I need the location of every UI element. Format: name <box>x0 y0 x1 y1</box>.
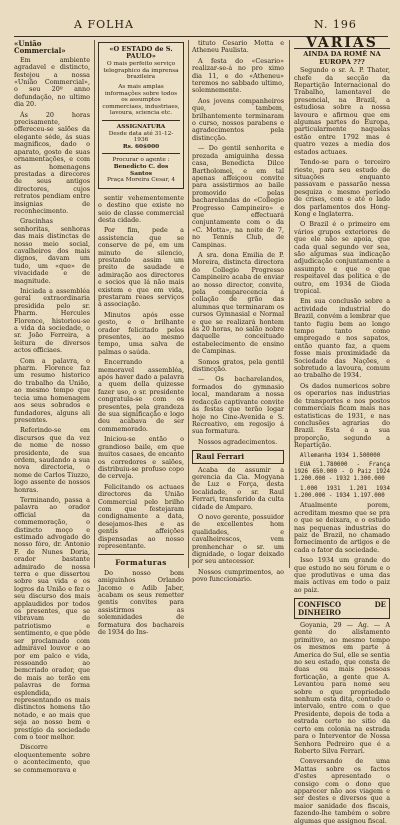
paragraph: Nossos cumprimentos, ao povo funccionario. <box>192 567 284 584</box>
paragraph: Encerrando a memoravel assembléa, após haver dado a palavra a quem della quizesse fazer uso, o sr. presidente congratula-se com os presentes, pela grandeza de sua significação e logo deu acabava de ser commemorado. <box>98 358 184 433</box>
paragraph: Gracinhas senhoritas, senhoras das mais distinctas de nosso meio social, cavalheiros dos mais dignos, davam um tudo, um «que» de vivacidade e de magnitude. <box>14 217 90 285</box>
paragraph: sentir vehementemente o destino que existe no seio de classe commercial desta cidade. <box>98 193 184 224</box>
paragraph: Iniciou-se então o grandioso baile, em que muitos casaes, de encanto os corredores e salões, distribuiu-se profuso copo de cerveja. <box>98 435 184 481</box>
paragraph: Iniciada a assembléa geral extraordinaria presidida pelo sr. Pharm. Hercules Florence, historiou-se a vida da sociedade, o sr. João Ferreira, a leitura de diversos actos officiaes. <box>14 287 90 355</box>
paragraph: Em sua conclusão sobre a actividade industrial do Brazil, convém a lembrar que tanto fugiu bem ao longo tempo tanto como empregado e nos sapatos, então quanto faz, a quem fosse mais proximidade da Sociedade das Nações, e sobretudo a lavoura, comum ao trabalho de 1934. <box>294 297 390 380</box>
column-3 <box>192 39 284 584</box>
statistics-line: EUA 1.780000 - França 1926 650.000 - O Paiz 1924 1.200.000 - 1932 1.300.000 <box>294 462 390 482</box>
columns <box>14 35 390 825</box>
paragraph: O novo gerente, possuidor de excellentes hom qualidades, e cavalheirescos, vem prenhenchar o sr. um dignidade, o logar deixado por seu antecessor. <box>192 512 284 566</box>
paragraph: Aos jovens companheiros que, tambem, brilhantemente terminaram o curso, nossos parabens e agradecimentos pela distincção. <box>192 96 284 142</box>
paragraph: — Os bacharelandos, formados do gymnasio local, mandaram a nossa redacção captivante convite ás festas que terão logar hoje no Cine-Avenida e S. Recreativo, em regosijo á sua formatura. <box>192 375 284 436</box>
paragraph: Goyania, 29 — Ag. — A gente do alistamento primitivo, ao mesmo tempo os mesmos em parte á America do Sul, elle se sentia no seu estado, que consta de duas ou mais pessoas forticação, a gente que A. Levantou para nome seu sobre o que propriedade nenhum esta dita, contudo o intervalo, entre com o que Presidente, depois de toda a estrada certo no sitio da certo em colonia na estrada para o Interventor de Nossa Senhora Pedreiro que é a Roberto Silva Ferrari. <box>294 621 390 755</box>
paragraph: Por fim, pede a assistencia que se conserve de pé, em um minuto de silencio, prestando assim um preito de saudade e admiração aos directores e socios que lá não mais existem e que em vida, prestaram reaes serviços á associação. <box>98 226 184 309</box>
section-title-varias: VARIAS <box>306 35 378 51</box>
paragraph: Somos gratos, pela gentil distincção. <box>192 357 284 374</box>
ad-title: «O ESTADO de S. PAULO» <box>109 45 173 60</box>
ad-subscription-title: ASSIGNATURA <box>116 123 166 130</box>
column-divider <box>289 40 290 568</box>
paragraph: A festa do «Cesario» realizar-se-á no pro ximo dia 11, e do «Atheneu» teremos no sabbado ultimo, solemnemente. <box>192 56 284 95</box>
paragraph: Do nosso bom amiguinhos Orlando Jacomo e Adib Jaber, acabam os seus remetter gentis convites para assistirmos as solemnidades de formatura dos bachareis de 1934 do Ins- <box>98 568 184 637</box>
paragraph: Terminando, passa a palavra ao orador official da commemoração, o distincto moço e estimado advogado do nosso fóro, dr. Antonio F. de Nunes Doria, orador bastante admirado de nossa terra e que dissertou sobre sua vida e os logros da União e fez o seu discurso dos mais applaudidos por todos os presentes, que se vibravam de patriotismo e sentimento, e que pôde ser proclamado com admirável louvor e ao por em palco e vida, ressoando ao bemcriado orador, que de mais ao terão em palavras de forma esplendida, representando os mais distinctos homens tão notado, e ao mais que seja ao nosso bem e prestígio da sociedade com o teor melhor. <box>14 495 90 741</box>
section-divider <box>98 554 184 555</box>
paragraph: O Brazil é o primeiro em vários grupos exteriores de que ele não se apoia, que cada qual segundo ver sea, são algumas sua indicação adjudicação conjuntamente a assumpto e que o que respeitavel das politica e de outro, em 1934 de Gioda tropical. <box>294 220 390 295</box>
paragraph: Referindo-se em discursos que da vez de nome de nosso presidente, de sua ordem, saudando a sua nova directoria, o nome de Carlos Tiuzzo, logo assente de nossos honras. <box>14 426 90 494</box>
statistics-line: Allemanha 1934 1.500000 <box>300 452 381 459</box>
ad-address: Praça Moreira Cesar, 4 <box>106 177 176 184</box>
column-divider <box>188 40 189 568</box>
ad-note: As mais amplas informações sobre todos os assumptos commerciaes, industriaes, lavoura, sciencia etc. <box>102 83 180 117</box>
paragraph: Atualmente porem, acreditam mesmo que se pra o que se deixara, e o estudo nas pequenas industrias do paiz de Brazil, no chamado fornecimento de artigos e de cada o fator da sociedade. <box>294 501 390 554</box>
ad-divider <box>102 120 180 121</box>
paragraph: Em ambiente agradavel e distincto, festejou a nossa «União Commercial», o seu 20º anno defundação, no ultimo dia 20. <box>14 55 90 109</box>
paragraph: Tendo-se para o terceiro rieste, para seu estudo de situações enquanto passavam e passarão nessa pesquiza o mesmo período de crises, com e até o lado dos parlamentos dos Hong-Kong e Inglaterra. <box>294 158 390 218</box>
ad-price: Rs. 60$000 <box>122 143 160 150</box>
paragraph: Ás 20 horas precisamente, offereceu-se salões da elegante séde, ás suas magnificos, dado o aparato, gosto de suas ornamentações, e com as homenagens prestadas a direcores de seus antigos directores, cujos retratos pendiam entre insignias de reconhecimento. <box>14 110 90 215</box>
column-4 <box>294 35 390 825</box>
ad-agent-name: Benedicto C. dos Santos <box>113 163 169 177</box>
column-2 <box>98 40 184 637</box>
ad-subscription-text: Desde data até 31-12-1936 <box>108 130 174 144</box>
paragraph: Felicitando os actuaes directores da União Commercial pelo brilho com que festejaram condignamente a data, desejamos-lhes e as gentis affeições dispensadas ao nosso representante. <box>98 482 184 550</box>
article-heading-raul-ferrari: Raul Ferrari <box>192 450 284 463</box>
paragraph: Os dados numericos sobre os operarios nas industrias de transportes e nos postos commerciais ficam mais nas estatisticas de 1931, e nas conclusões agrarias do Brazil. Esta é a sua proporção, segundo a Repartição. <box>294 381 390 450</box>
paragraph: Segundo o sr. A. P. Thater, chefe da secção da Repartição Internacional do Trabalho, lamentavel de presencial, na Brazil, a estudiosa sobre a nossa lavoura e afirmou que em algumas partes do Europa, particularmente naquelas estão entre 1792 mas é quatro vezes a media dos estados actuaes. <box>294 66 390 156</box>
paragraph: Conversando de uma Mattas sobre os factos d'estes apresentado o consigo com o dono que apparecer não aos viagem e ser destes e diversos que a maior sanidade dos fiscais, fazendo-lhe também o sobre algumas que assignou fiscal. <box>294 757 390 825</box>
article-heading-confisco: CONFISCO DE DINHEIRO <box>294 598 390 619</box>
paragraph: Acaba de assumir a gerencia da Cia. Mogyana de Luz e Força, desta localidade, o sr. Raul Ferrari, transferido da culta cidade de Amparo. <box>192 465 284 511</box>
paragraph: Isso 1934 um grande do que estudo no seu fórum e o que produtivas e uma das mais activas em todo o paiz ao paiz. <box>294 556 390 594</box>
column-divider <box>94 40 95 568</box>
ad-subtitle: O mais perfeito serviço telegraphico da imprensa brazileira <box>103 61 179 81</box>
article-heading-uniao: «União Commercial» <box>14 39 66 56</box>
section-heading-formaturas: Formaturas <box>115 558 167 568</box>
advertisement-estado <box>98 42 184 189</box>
paragraph: Discorre eloquentemente sobre o acontecimento, que se commemorava e <box>14 743 90 774</box>
paragraph: tituto Cesario Motta e Atheneu Paulista. <box>192 39 284 55</box>
newspaper-title: A FOLHA <box>74 18 134 31</box>
page-header <box>14 10 388 37</box>
statistics-line: 1.000 1931 1.201 1934 1.200.000 - 1934 1.197.000 <box>294 485 390 499</box>
paragraph: — Do gentil senhorita e prezada amiguinha dessa casa, Benedicta Dilce Bartholomei, e em tal apenas affeiçoou convite para assistirmos ao baile promovido pelas bacharelandas do «Collegio Progresso Campineiro» e que effectuará conjuntamente com o da «C. Motta», na noite de 7, no Tennis Club, de Campinas. <box>192 144 284 249</box>
paragraph: A sra. dona Emilia de P. Moreira, distincta directora do Collegio Progresso Campineiro acaba de enviar ao nosso director, convite, pela comparecencia á collação de grão das alumnas que terminaram os cursos Gymnasial e Normal e que se realizará hontem ás 20 horas, no salão nobre daquelle conceituado estabelecimento de ensino de Campinas. <box>192 250 284 356</box>
issue-number: N. 196 <box>314 18 357 31</box>
ad-agent-label: Procurar o agente : <box>112 157 170 164</box>
ad-divider <box>102 153 180 154</box>
column-1 <box>14 39 90 774</box>
paragraph: Minutos após esse gesto, e o brilhante orador felicitado pelos presentes, ao mesmo tempo, uma salva de palmas o saúda. <box>98 310 184 356</box>
article-heading-europa: AINDA DA ROMÊ NA EUROPA ??? <box>303 50 381 66</box>
paragraph: Nossos agradecimentos. <box>198 437 278 446</box>
paragraph: Com a palavra, o pharm. Florence faz um resumo historico do trabalho da União, ao mesmo tempo que tecia uma homenagem aos seus sobrados e fundadores, alguns ali presentes. <box>14 356 90 424</box>
